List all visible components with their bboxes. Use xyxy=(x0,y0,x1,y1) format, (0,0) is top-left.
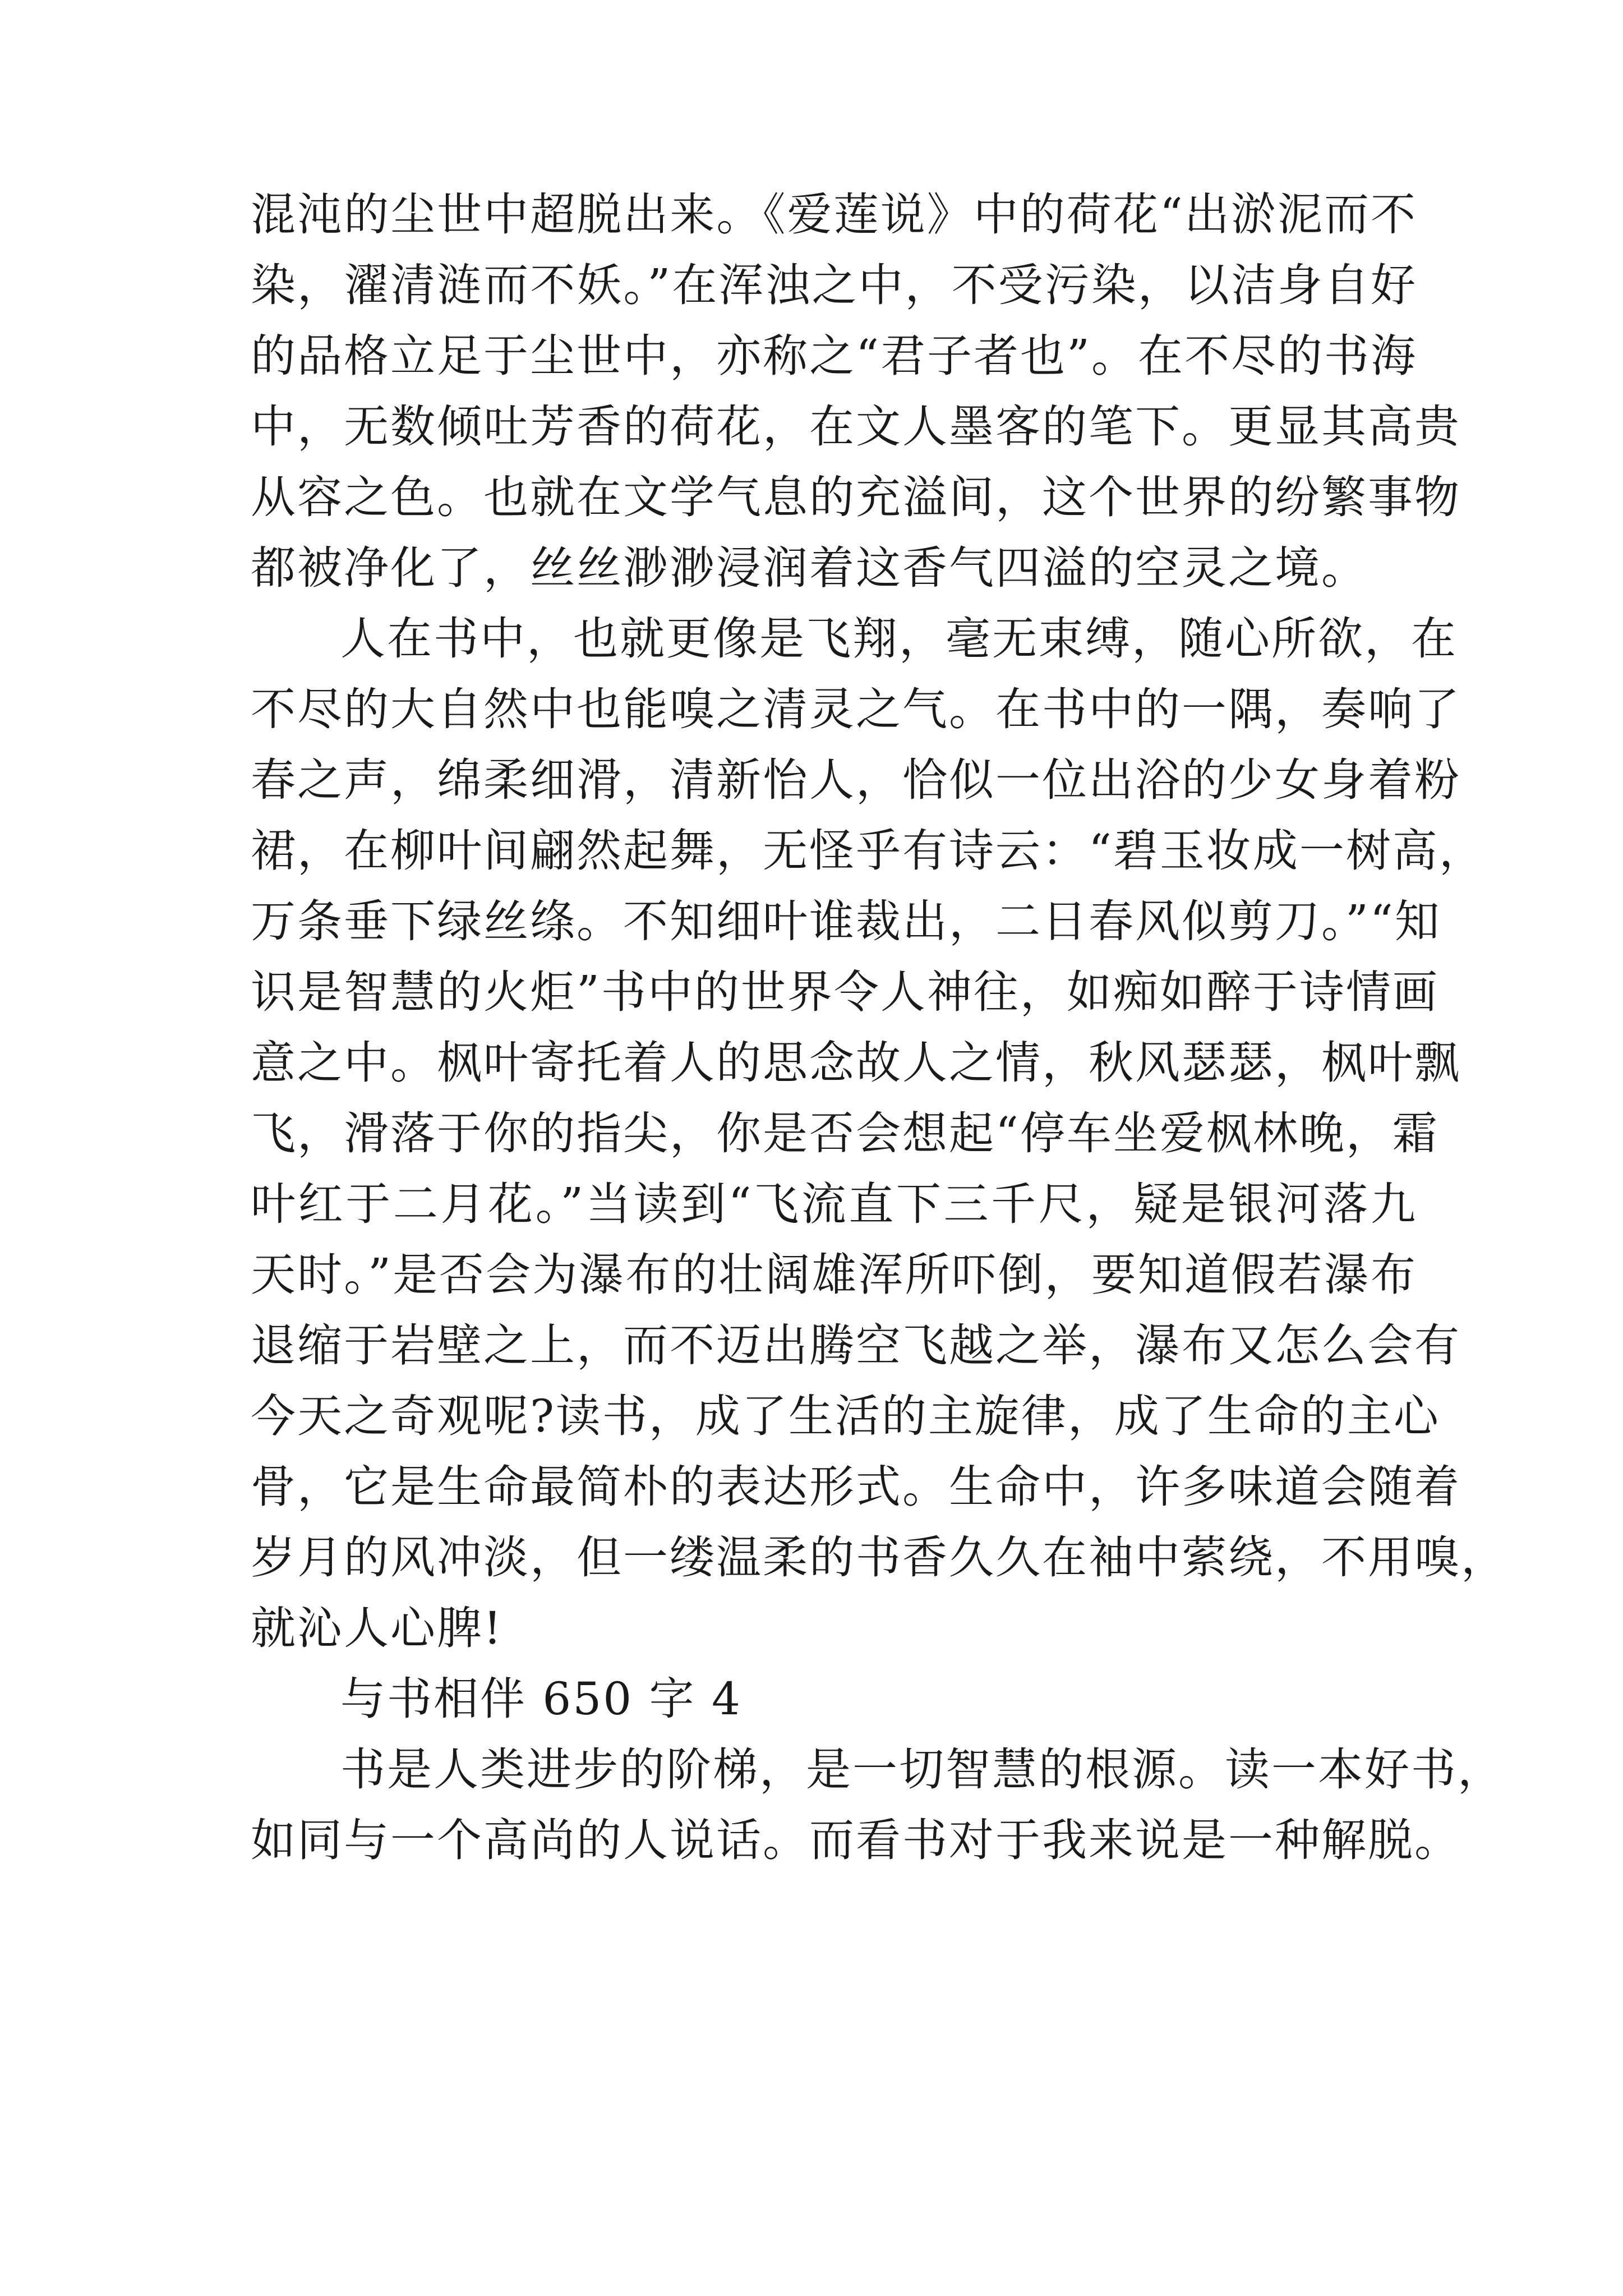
text-line: 混沌的尘世中超脱出来。《爱莲说》中的荷花“出淤泥而不 xyxy=(251,188,1417,241)
text-line: 如同与一个高尚的人说话。而看书对于我来说是一种解脱。 xyxy=(251,1814,1461,1866)
text-line: 骨，它是生命最简朴的表达形式。生命中，许多味道会随着 xyxy=(251,1461,1461,1513)
text-line: 飞，滑落于你的指尖，你是否会想起“停车坐爱枫林晚，霜 xyxy=(251,1107,1439,1159)
text-line: 万条垂下绿丝绦。不知细叶谁裁出，二日春风似剪刀。”“知 xyxy=(251,895,1441,947)
text-line: 就沁人心脾! xyxy=(251,1602,504,1654)
text-line: 的品格立足于尘世中，亦称之“君子者也”。在不尽的书海 xyxy=(251,330,1417,382)
text-line: 染，濯清涟而不妖。”在浑浊之中，不受污染，以洁身自好 xyxy=(251,259,1417,311)
text-line: 书是人类进步的阶梯，是一切智慧的根源。读一本好书， xyxy=(340,1743,1504,1796)
text-line: 不尽的大自然中也能嗅之清灵之气。在书中的一隅，奏响了 xyxy=(251,683,1461,735)
text-line: 叶红于二月花。”当读到“飞流直下三千尺，疑是银河落九 xyxy=(251,1178,1417,1230)
text-line: 岁月的风冲淡，但一缕温柔的书香久久在袖中萦绕，不用嗅， xyxy=(251,1531,1507,1584)
text-line: 春之声，绵柔细滑，清新怡人，恰似一位出浴的少女身着粉 xyxy=(251,754,1461,806)
text-line: 意之中。枫叶寄托着人的思念故人之情，秋风瑟瑟，枫叶飘 xyxy=(251,1037,1461,1089)
text-line: 都被净化了，丝丝渺渺浸润着这香气四溢的空灵之境。 xyxy=(251,542,1368,594)
text-line: 从容之色。也就在文学气息的充溢间，这个世界的纷繁事物 xyxy=(251,471,1461,523)
text-line: 天时。”是否会为瀑布的壮阔雄浑所吓倒，要知道假若瀑布 xyxy=(251,1249,1417,1301)
text-line: 退缩于岩壁之上，而不迈出腾空飞越之举，瀑布又怎么会有 xyxy=(251,1319,1461,1372)
document-body xyxy=(251,180,1507,1876)
section-heading: 与书相伴 650 字 4 xyxy=(340,1673,742,1725)
text-line: 裙，在柳叶间翩然起舞，无怪乎有诗云：“碧玉妆成一树高， xyxy=(251,825,1486,877)
text-line: 今天之奇观呢?读书，成了生活的主旋律，成了生命的主心 xyxy=(251,1390,1440,1442)
text-line: 人在书中，也就更像是飞翔，毫无束缚，随心所欲，在 xyxy=(340,613,1458,665)
text-line: 中，无数倾吐芳香的荷花，在文人墨客的笔下。更显其高贵 xyxy=(251,401,1461,453)
text-line: 识是智慧的火炬”书中的世界令人神往，如痴如醉于诗情画 xyxy=(251,966,1439,1018)
